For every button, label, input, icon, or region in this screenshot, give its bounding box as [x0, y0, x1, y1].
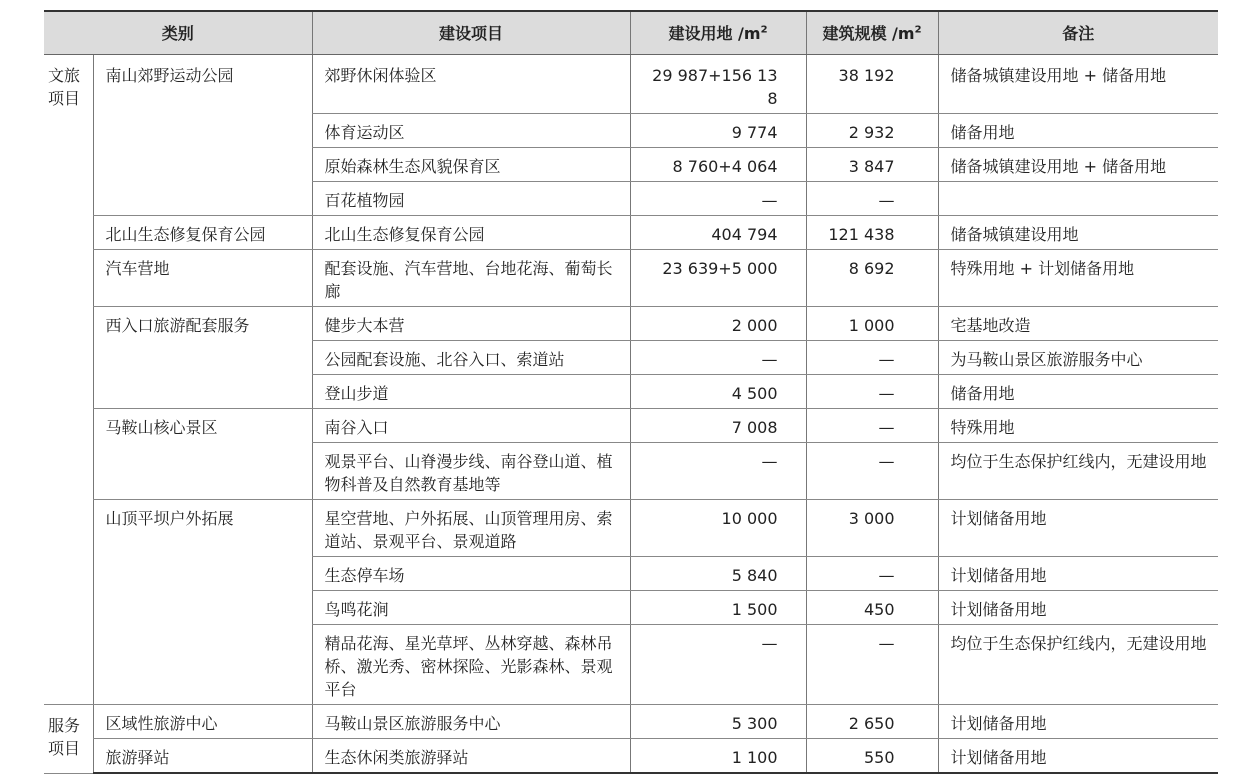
project-cell: 生态休闲类旅游驿站	[312, 739, 630, 774]
land-area-cell: 9 774	[630, 114, 806, 148]
subcategory-cell: 南山郊野运动公园	[93, 55, 312, 216]
project-cell: 原始森林生态风貌保育区	[312, 148, 630, 182]
project-cell: 配套设施、汽车营地、台地花海、葡萄长廊	[312, 250, 630, 307]
category-cell: 文旅项目	[44, 55, 93, 705]
building-scale-cell: —	[806, 625, 938, 705]
building-scale-cell: 3 000	[806, 500, 938, 557]
project-cell: 精品花海、星光草坪、丛林穿越、森林吊桥、激光秀、密林探险、光影森林、景观平台	[312, 625, 630, 705]
remarks-cell: 储备用地	[938, 375, 1218, 409]
land-area-cell: 29 987+156 138	[630, 55, 806, 114]
building-scale-cell: —	[806, 375, 938, 409]
table-row	[44, 739, 1218, 774]
land-area-cell: 1 500	[630, 591, 806, 625]
building-scale-cell: —	[806, 341, 938, 375]
subcategory-cell: 汽车营地	[93, 250, 312, 307]
table-row	[44, 705, 1218, 739]
remarks-cell: 均位于生态保护红线内，无建设用地	[938, 443, 1218, 500]
building-scale-cell: 2 932	[806, 114, 938, 148]
remarks-cell: 计划储备用地	[938, 739, 1218, 774]
project-cell: 北山生态修复保育公园	[312, 216, 630, 250]
land-area-cell: 10 000	[630, 500, 806, 557]
land-area-cell: 4 500	[630, 375, 806, 409]
building-scale-cell: 450	[806, 591, 938, 625]
project-cell: 公园配套设施、北谷入口、索道站	[312, 341, 630, 375]
subcategory-cell: 旅游驿站	[93, 739, 312, 774]
table-row	[44, 409, 1218, 443]
project-cell: 百花植物园	[312, 182, 630, 216]
remarks-cell: 储备用地	[938, 114, 1218, 148]
header-building-scale: 建筑规模 $/m^2$	[806, 11, 938, 55]
table-row	[44, 307, 1218, 341]
building-scale-cell: —	[806, 443, 938, 500]
header-category: 类别	[44, 11, 312, 55]
land-area-cell: —	[630, 341, 806, 375]
subcategory-cell: 西入口旅游配套服务	[93, 307, 312, 409]
subcategory-cell: 北山生态修复保育公园	[93, 216, 312, 250]
building-scale-cell: —	[806, 557, 938, 591]
remarks-cell: 宅基地改造	[938, 307, 1218, 341]
land-area-cell: —	[630, 182, 806, 216]
project-cell: 健步大本营	[312, 307, 630, 341]
remarks-cell: 特殊用地 + 计划储备用地	[938, 250, 1218, 307]
project-cell: 马鞍山景区旅游服务中心	[312, 705, 630, 739]
table-row	[44, 250, 1218, 307]
land-area-cell: 8 760+4 064	[630, 148, 806, 182]
project-cell: 鸟鸣花涧	[312, 591, 630, 625]
project-cell: 体育运动区	[312, 114, 630, 148]
remarks-cell: 储备城镇建设用地 + 储备用地	[938, 148, 1218, 182]
building-scale-cell: —	[806, 409, 938, 443]
remarks-cell: 计划储备用地	[938, 557, 1218, 591]
subcategory-cell: 区域性旅游中心	[93, 705, 312, 739]
land-area-cell: —	[630, 625, 806, 705]
project-cell: 登山步道	[312, 375, 630, 409]
land-area-cell: 5 840	[630, 557, 806, 591]
building-scale-cell: 3 847	[806, 148, 938, 182]
remarks-cell: 均位于生态保护红线内，无建设用地	[938, 625, 1218, 705]
building-scale-cell: 550	[806, 739, 938, 774]
project-cell: 生态停车场	[312, 557, 630, 591]
table-row	[44, 216, 1218, 250]
land-area-cell: 5 300	[630, 705, 806, 739]
header-project: 建设项目	[312, 11, 630, 55]
subcategory-cell: 马鞍山核心景区	[93, 409, 312, 500]
land-area-cell: 23 639+5 000	[630, 250, 806, 307]
remarks-cell: 为马鞍山景区旅游服务中心	[938, 341, 1218, 375]
land-area-cell: 2 000	[630, 307, 806, 341]
building-scale-cell: —	[806, 182, 938, 216]
table-row	[44, 500, 1218, 557]
remarks-cell: 计划储备用地	[938, 591, 1218, 625]
remarks-cell	[938, 182, 1218, 216]
subcategory-cell: 山顶平坝户外拓展	[93, 500, 312, 705]
building-scale-cell: 38 192	[806, 55, 938, 114]
project-cell: 南谷入口	[312, 409, 630, 443]
building-scale-cell: 121 438	[806, 216, 938, 250]
land-area-cell: 7 008	[630, 409, 806, 443]
category-cell: 服务项目	[44, 705, 93, 774]
project-cell: 郊野休闲体验区	[312, 55, 630, 114]
project-cell: 星空营地、户外拓展、山顶管理用房、索道站、景观平台、景观道路	[312, 500, 630, 557]
remarks-cell: 特殊用地	[938, 409, 1218, 443]
header-land-area: 建设用地 $/m^2$	[630, 11, 806, 55]
building-scale-cell: 8 692	[806, 250, 938, 307]
building-scale-cell: 2 650	[806, 705, 938, 739]
table-row	[44, 55, 1218, 114]
remarks-cell: 计划储备用地	[938, 705, 1218, 739]
remarks-cell: 储备城镇建设用地 + 储备用地	[938, 55, 1218, 114]
project-cell: 观景平台、山脊漫步线、南谷登山道、植物科普及自然教育基地等	[312, 443, 630, 500]
land-area-cell: 1 100	[630, 739, 806, 774]
remarks-cell: 储备城镇建设用地	[938, 216, 1218, 250]
land-use-table	[44, 10, 1218, 774]
header-remarks: 备注	[938, 11, 1218, 55]
land-area-cell: —	[630, 443, 806, 500]
table-header-row	[44, 11, 1218, 55]
building-scale-cell: 1 000	[806, 307, 938, 341]
remarks-cell: 计划储备用地	[938, 500, 1218, 557]
land-area-cell: 404 794	[630, 216, 806, 250]
